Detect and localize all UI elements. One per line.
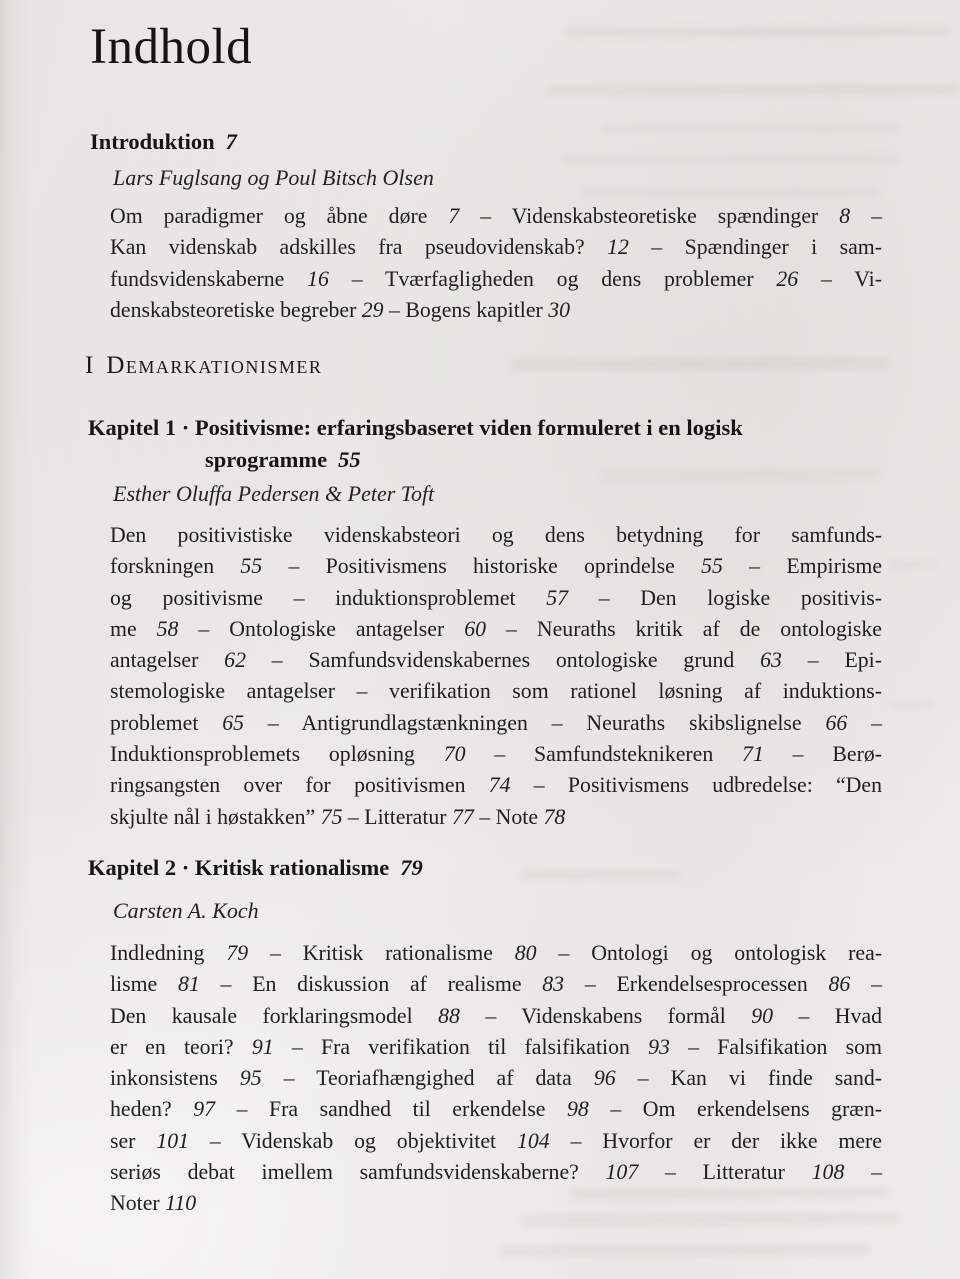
entry-text: – Fra sandhed til erkendelse: [215, 1097, 568, 1122]
toc-line: [110, 739, 882, 770]
bleed-through-mark: [560, 153, 900, 164]
entry-text: fundsvidenskaberne: [110, 266, 308, 291]
page-number: 86: [828, 972, 851, 997]
page-number: 70: [443, 742, 466, 767]
toc-line: [110, 1094, 882, 1125]
page-number: 108: [811, 1160, 845, 1185]
entry-text: –: [850, 972, 882, 997]
page-number: 104: [516, 1128, 550, 1153]
toc-entry-introduction-heading: [90, 129, 237, 155]
entry-text: stemologiske antagelser – verifikation som rationel løsning af induktions-: [110, 679, 882, 704]
entry-text: – Falsifikation som: [669, 1034, 882, 1059]
toc-line: [110, 938, 882, 969]
page-number: 96: [593, 1066, 616, 1091]
page-number: 60: [464, 616, 486, 641]
entry-text: – Videnskabsteoretiske spændinger: [459, 204, 840, 228]
toc-line: [110, 520, 882, 551]
entry-text: ringsangsten over for positivismen: [110, 773, 489, 798]
entry-text: – Erkendelsesprocessen: [564, 972, 829, 997]
entry-text: –: [847, 710, 882, 735]
entry-text: – Kan vi finde sand-: [615, 1066, 882, 1091]
entry-text: og positivisme – induktionsproblemet: [110, 585, 547, 610]
entry-text: problemet: [110, 710, 223, 735]
entry-text: – Neuraths kritik af de ontologiske: [486, 616, 882, 641]
toc-line: [110, 232, 882, 263]
page-number: 29: [361, 297, 384, 322]
toc-entry-chapter1-heading-line2: [205, 447, 361, 473]
toc-entry-chapter1-heading-line1: Kapitel 1 · Positivisme: erfaringsbaseret viden formuleret i en logisk: [88, 415, 743, 440]
chapter1-authors: Esther Oluffa Pedersen & Peter Toft: [113, 481, 435, 506]
entry-text: seriøs debat imellem samfundsvidenskaberne?: [110, 1160, 606, 1185]
page-number: 58: [156, 616, 179, 641]
entry-text: – Den logiske positivis-: [568, 585, 882, 610]
entry-text: – Spændinger i sam-: [628, 235, 882, 260]
toc-line: [110, 676, 882, 707]
toc-entry-chapter2-heading: [88, 855, 423, 881]
entry-text: – Vi-: [798, 266, 882, 291]
entry-text: Kan videnskab adskilles fra pseudovidenskab?: [110, 235, 608, 260]
entry-text: Den positivistiske videnskabsteori og dens betydning for samfunds-: [110, 523, 882, 547]
entry-text: er en teori?: [110, 1034, 252, 1059]
page-number: 7: [448, 204, 460, 228]
entry-text: – Positivismens historiske oprindelse: [262, 554, 702, 579]
page-number: 55: [701, 554, 723, 579]
part-numeral: I: [85, 352, 94, 379]
page-number: 83: [542, 972, 565, 997]
entry-label: Kapitel 2 · Kritisk rationalisme: [88, 855, 390, 880]
bleed-through-mark: [520, 870, 680, 881]
page-number: 30: [548, 297, 571, 322]
toc-line: [110, 969, 882, 1000]
entry-text: Induktionsproblemets opløsning: [110, 742, 444, 767]
toc-line: [110, 295, 882, 326]
page-title: Indhold: [90, 19, 253, 75]
bleed-through-mark: [600, 469, 880, 480]
chapter2-authors: Carsten A. Koch: [113, 898, 259, 923]
page-number: 57: [546, 585, 569, 610]
entry-text: – Samfundsteknikeren: [465, 742, 743, 767]
part-title: Demarkationismer: [106, 352, 323, 379]
page-number: 90: [751, 1003, 774, 1028]
introduction-authors: Lars Fuglsang og Poul Bitsch Olsen: [113, 165, 434, 190]
entry-text: – Ontologiske antagelser: [178, 616, 465, 641]
page-number: 12: [607, 235, 629, 260]
toc-line: [110, 1032, 882, 1063]
entry-text: – Litteratur: [342, 804, 453, 829]
toc-line: [110, 583, 882, 614]
toc-line: [110, 645, 882, 676]
bleed-through-mark: [888, 560, 938, 570]
bleed-through-mark: [888, 700, 932, 710]
chapter2-subentries: [110, 938, 882, 1220]
bleed-through-mark: [600, 123, 900, 134]
entry-page-number: 79: [400, 855, 423, 880]
page-number: 74: [488, 773, 511, 798]
toc-line: [110, 1157, 882, 1188]
entry-text: skjulte nål i høstakken”: [110, 804, 321, 829]
bleed-through-mark: [510, 357, 890, 371]
toc-line: [110, 1126, 882, 1157]
entry-text: – Kritisk rationalisme: [248, 941, 515, 965]
entry-text: – Om erkendelsens græn-: [588, 1097, 882, 1122]
page-number: 77: [452, 804, 474, 829]
part-1-heading: [85, 352, 322, 380]
toc-line: [110, 708, 882, 739]
page-number: 78: [543, 804, 566, 829]
entry-text: – Berø-: [763, 742, 883, 767]
entry-label: sprogramme: [205, 447, 328, 472]
entry-text: – Bogens kapitler: [383, 297, 549, 322]
toc-line: [110, 802, 882, 833]
entry-page-number: 55: [338, 447, 361, 472]
page-number: 81: [177, 972, 200, 997]
bleed-through-mark: [545, 83, 960, 97]
toc-line: [110, 1001, 882, 1032]
page-number: 80: [514, 941, 537, 965]
entry-text: ser: [110, 1128, 157, 1153]
entry-text: – Videnskab og objektivitet: [189, 1128, 517, 1153]
bleed-through-mark: [580, 187, 880, 198]
entry-text: – Antigrundlagstænkningen – Neuraths skibslignelse: [244, 710, 826, 735]
entry-text: – Tværfagligheden og dens problemer: [328, 266, 777, 291]
page-number: 63: [760, 648, 782, 673]
page-number: 95: [239, 1066, 262, 1091]
toc-line: [110, 264, 882, 295]
page-number: 75: [320, 804, 343, 829]
page-number: 91: [251, 1034, 274, 1059]
page-number: 88: [438, 1003, 460, 1028]
entry-text: – Note: [473, 804, 544, 829]
entry-text: –: [850, 204, 882, 228]
toc-line: [110, 614, 882, 645]
page-number: 93: [648, 1034, 670, 1059]
entry-text: – Hvad: [773, 1003, 883, 1028]
page-number: 8: [839, 204, 851, 228]
entry-text: Den kausale forklaringsmodel: [110, 1003, 439, 1028]
bleed-through-mark: [500, 1244, 870, 1257]
entry-text: Noter: [110, 1191, 166, 1216]
page-number: 101: [156, 1128, 190, 1153]
entry-text: – Litteratur: [638, 1160, 812, 1185]
page-number: 71: [742, 742, 764, 767]
entry-text: Om paradigmer og åbne døre: [110, 204, 449, 228]
entry-text: – Ontologi og ontologisk rea-: [536, 941, 882, 965]
chapter1-subentries: [110, 520, 882, 833]
entry-text: – Samfundsvidenskabernes ontologiske grund: [245, 648, 761, 673]
page-number: 65: [222, 710, 245, 735]
entry-text: me: [110, 616, 157, 641]
entry-page-number: 7: [225, 129, 237, 154]
entry-text: – Positivismens udbredelse: “Den: [510, 773, 882, 798]
page-number: 107: [605, 1160, 639, 1185]
entry-text: denskabsteoretiske begreber: [110, 297, 362, 322]
entry-text: antagelser: [110, 648, 225, 673]
entry-text: lisme: [110, 972, 178, 997]
entry-text: – En diskussion af realisme: [199, 972, 543, 997]
toc-line: [110, 201, 882, 232]
toc-line: [110, 770, 882, 801]
page-number: 66: [825, 710, 848, 735]
entry-text: forskningen: [110, 554, 241, 579]
page-number: 26: [776, 266, 799, 291]
bleed-through-mark: [565, 25, 950, 39]
entry-text: – Epi-: [781, 648, 882, 673]
toc-line: [110, 551, 882, 582]
toc-line: [110, 1063, 882, 1094]
introduction-subentries: [110, 201, 882, 326]
toc-line: [110, 1188, 882, 1219]
entry-text: –: [844, 1160, 882, 1185]
entry-text: heden?: [110, 1097, 194, 1122]
page-number: 62: [224, 648, 246, 673]
page-number: 98: [567, 1097, 589, 1122]
entry-text: – Videnskabens formål: [459, 1003, 752, 1028]
entry-text: Indledning: [110, 941, 227, 965]
entry-text: – Teoriafhængighed af data: [261, 1066, 594, 1091]
page-number: 55: [240, 554, 263, 579]
page-number: 97: [193, 1097, 216, 1122]
entry-text: – Empirisme: [722, 554, 882, 579]
page-number: 110: [165, 1191, 197, 1216]
page-number: 79: [226, 941, 249, 965]
entry-text: – Fra verifikation til falsifikation: [273, 1034, 649, 1059]
entry-label: Introduktion: [90, 129, 215, 154]
page-number: 16: [307, 266, 329, 291]
entry-text: inkonsistens: [110, 1066, 240, 1091]
entry-text: – Hvorfor er der ikke mere: [549, 1128, 882, 1153]
